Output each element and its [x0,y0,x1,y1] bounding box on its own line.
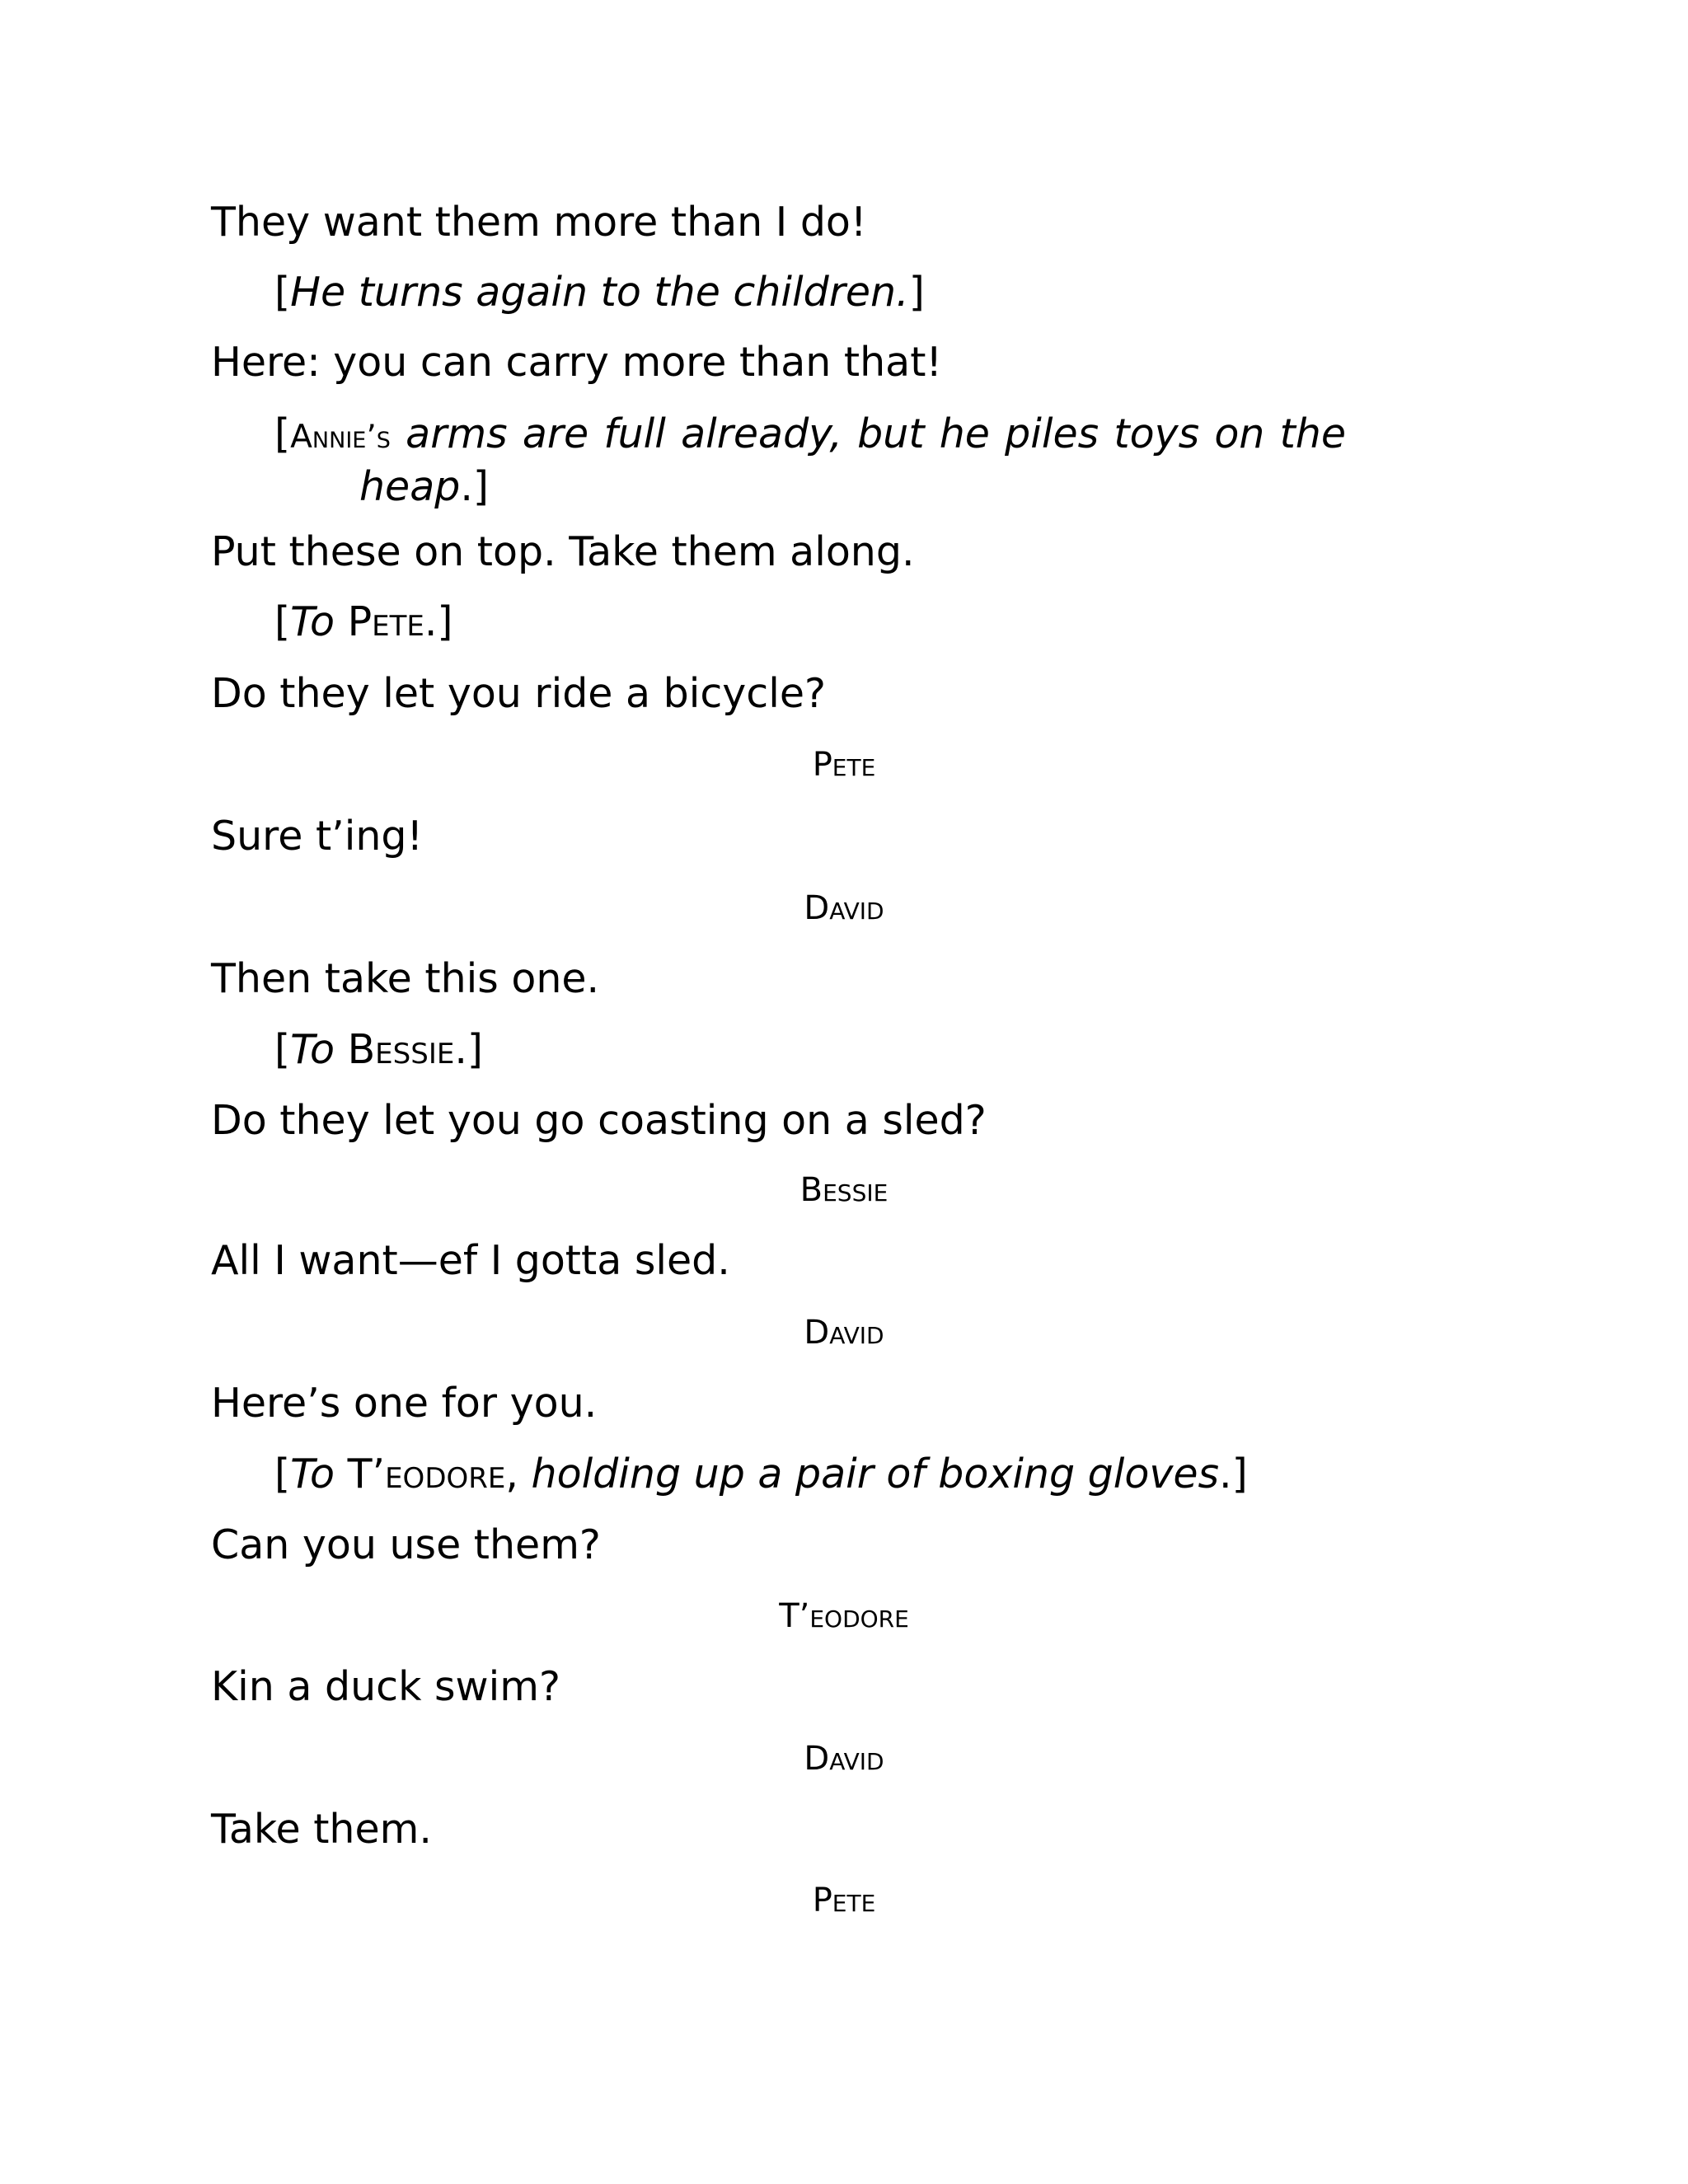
stage-direction: [To T’eodore, holding up a pair of boxing gloves.] [274,1451,1248,1497]
dialogue-line: Take them. [211,1806,432,1853]
stage-direction: [To Pete.] [274,598,453,645]
stage-direction: [He turns again to the children.] [274,269,925,316]
dialogue-line: Do they let you ride a bicycle? [211,670,826,717]
speaker-name: T’eodore [779,1597,909,1635]
dialogue-line: Put these on top. Take them along. [211,528,915,575]
dialogue-line: Then take this one. [211,955,600,1002]
speaker-name: Pete [812,746,876,784]
stage-direction: [To Bessie.] [274,1026,484,1073]
stage-direction: [Annie’s arms are full already, but he piles toys on the heap.] [274,410,1346,510]
dialogue-line: Can you use them? [211,1521,601,1568]
dialogue-line: Here’s one for you. [211,1380,598,1427]
dialogue-line: They want them more than I do! [211,199,867,246]
speaker-name: David [804,889,884,927]
speaker-name: David [804,1314,884,1352]
speaker-name: David [804,1740,884,1778]
dialogue-line: Kin a duck swim? [211,1663,560,1710]
speaker-name: Bessie [799,1171,889,1209]
dialogue-line: Do they let you go coasting on a sled? [211,1097,987,1144]
dialogue-line: Sure t’ing! [211,813,424,860]
speaker-name: Pete [812,1882,876,1919]
dialogue-line: Here: you can carry more than that! [211,339,943,386]
dialogue-line: All I want—ef I gotta sled. [211,1237,730,1284]
